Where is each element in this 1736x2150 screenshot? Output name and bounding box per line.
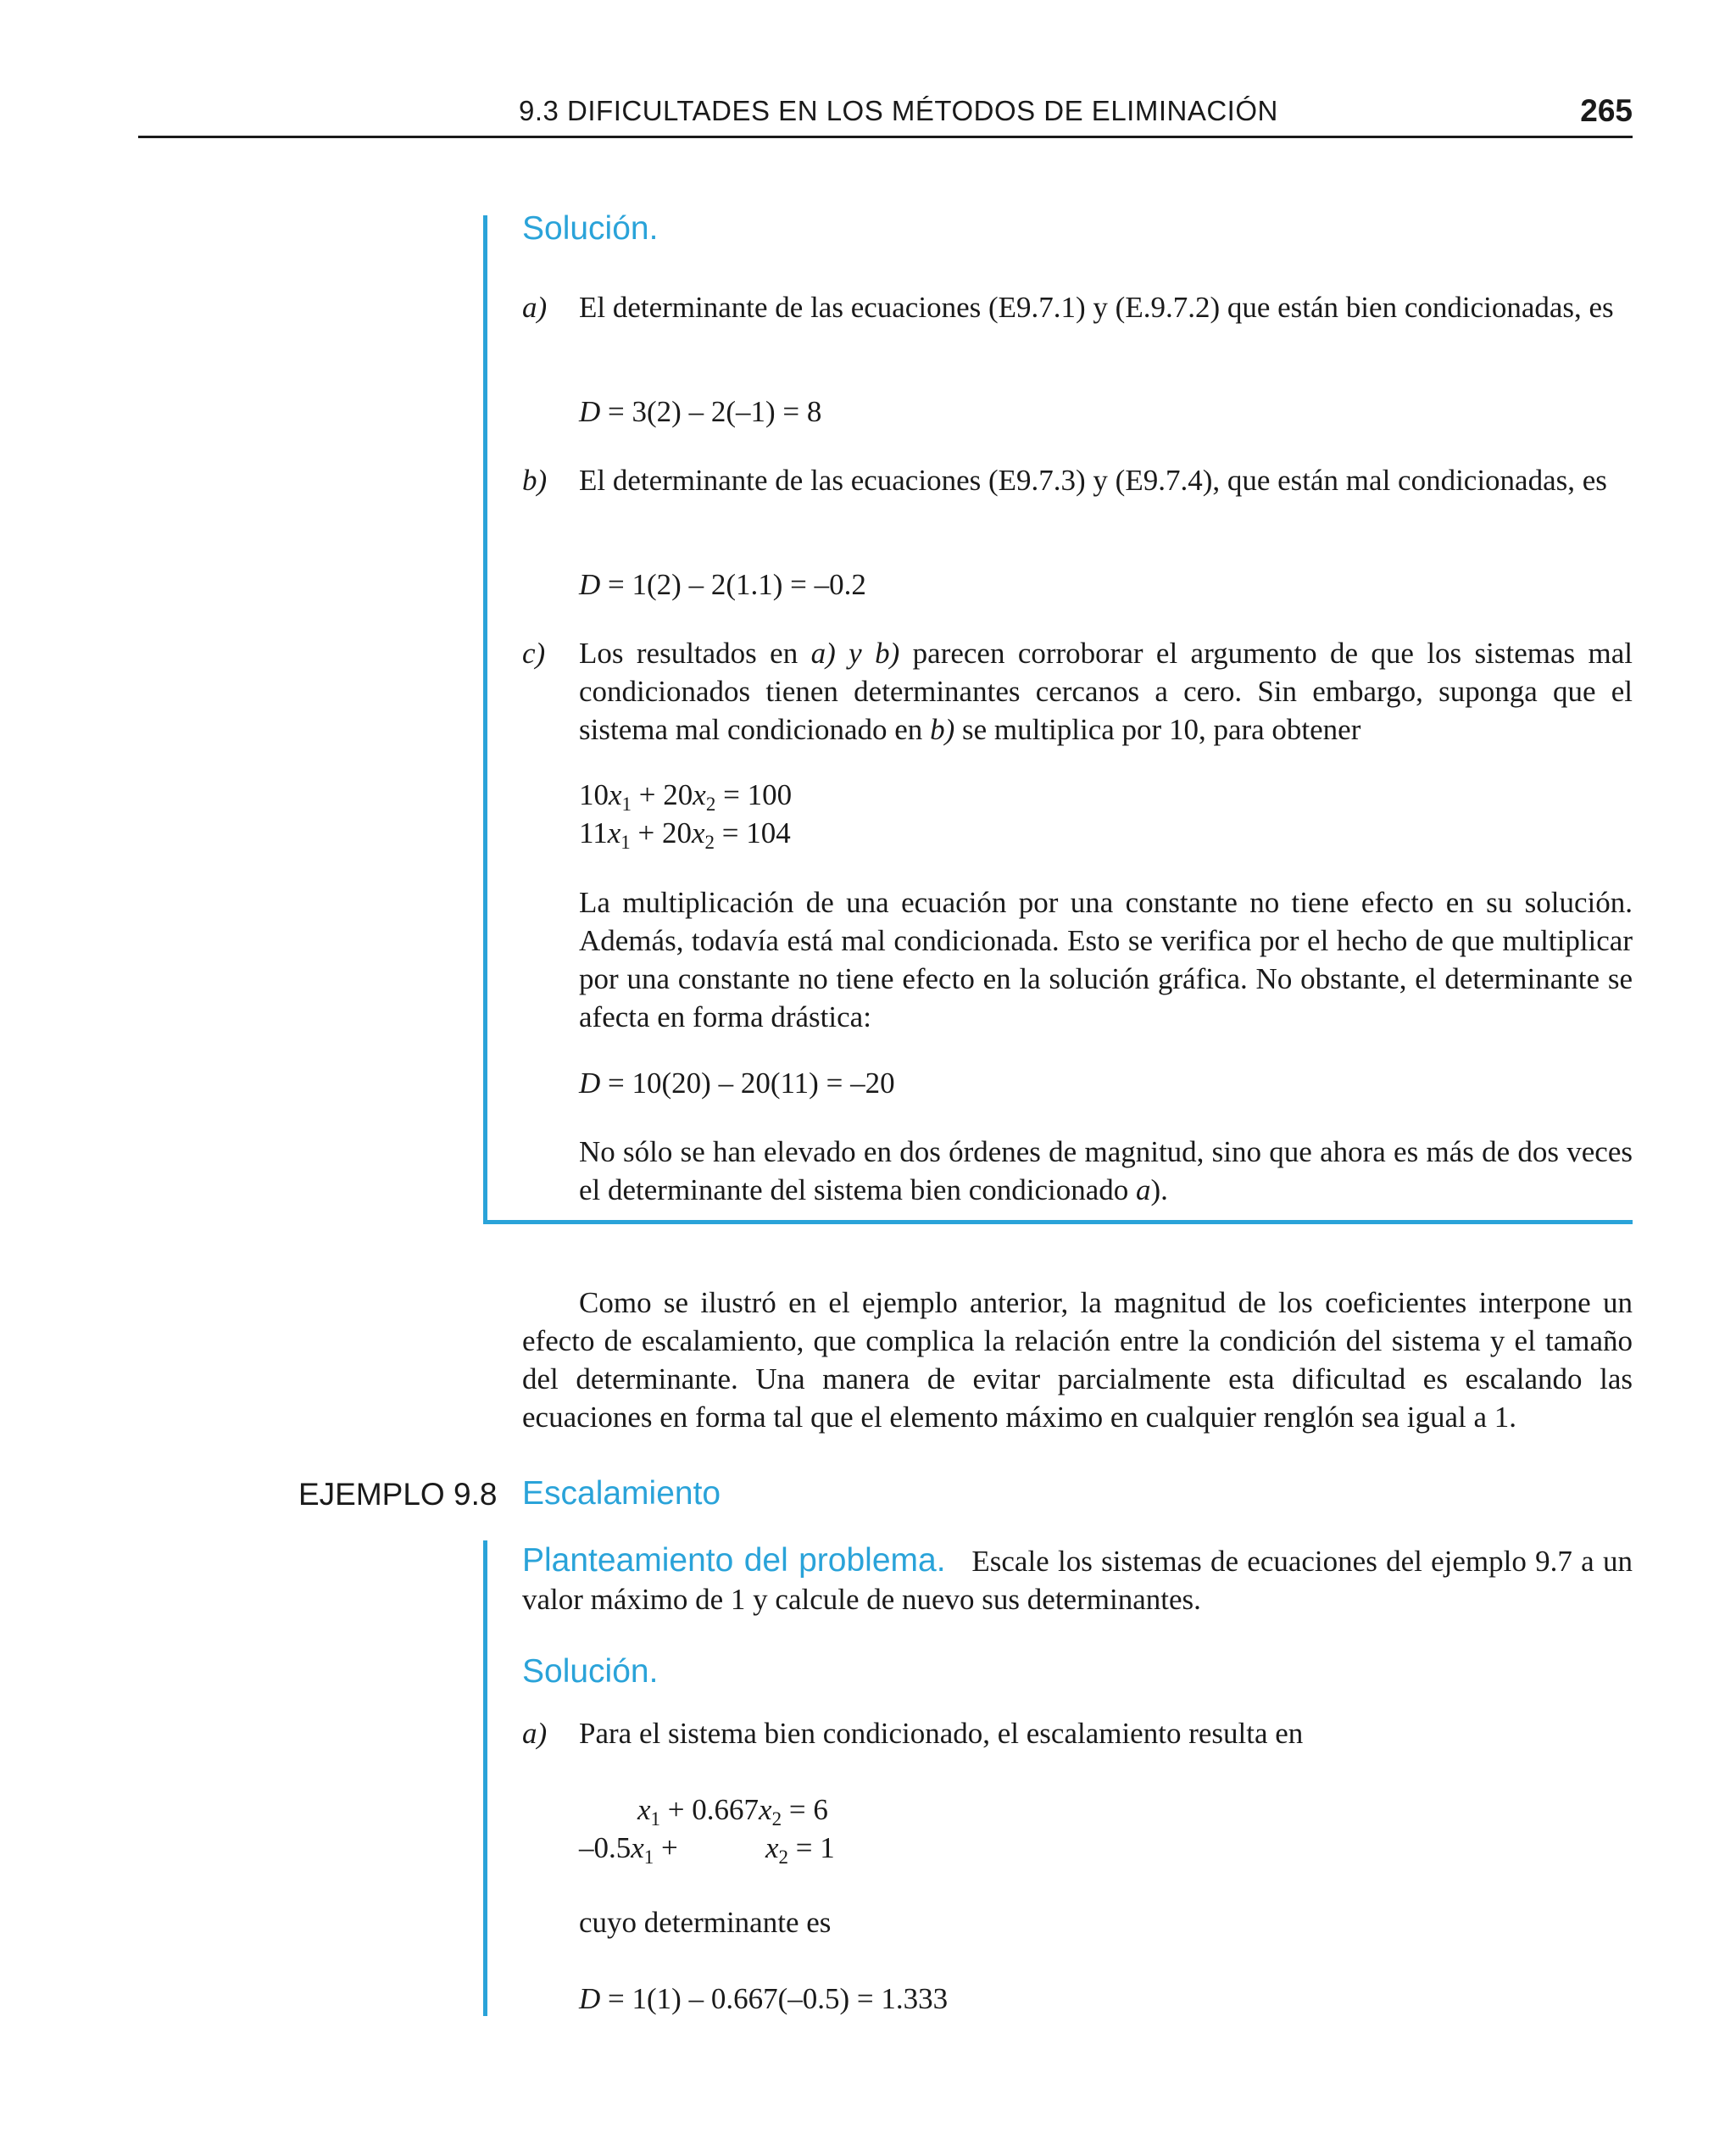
eq-c3-var: D bbox=[579, 1067, 601, 1100]
c-text-ref-a: a) bbox=[810, 637, 836, 670]
solution-box-bottom-bar bbox=[483, 1220, 1633, 1224]
eq-b-var: D bbox=[579, 568, 601, 601]
item-c-final bbox=[579, 1133, 1633, 1209]
header-rule bbox=[138, 136, 1633, 138]
equation-c3 bbox=[579, 1064, 895, 1102]
item-c-text bbox=[579, 634, 1633, 749]
eq-a-var: D bbox=[579, 395, 601, 428]
example-title: Escalamiento bbox=[522, 1475, 721, 1512]
c-final-text: No sólo se han elevado en dos órdenes de magnitud, sino que ahora es más de dos veces el determinante del sistema bien condicionado bbox=[579, 1135, 1633, 1206]
det-var: D bbox=[579, 1982, 601, 2015]
running-header-title: 9.3 DIFICULTADES EN LOS MÉTODOS DE ELIMINACIÓN bbox=[519, 95, 1278, 126]
example-item-a-text: Para el sistema bien condicionado, el escalamiento resulta en bbox=[579, 1717, 1304, 1750]
c-text-ref-b2: b) bbox=[930, 713, 955, 746]
scaled-equation-1: $x_1 + 0.667x_2 = 6$ bbox=[637, 1793, 828, 1830]
equation-c2: $11x_1 + 20x_2 = 104$ bbox=[579, 816, 791, 853]
item-c-label: c) bbox=[522, 637, 546, 670]
scaled-equation-2-rhs: $x_2 = 1$ bbox=[765, 1831, 835, 1868]
item-a-text: El determinante de las ecuaciones (E9.7.1) y (E.9.7.2) que están bien condicionadas, es bbox=[579, 291, 1614, 324]
equation-a bbox=[579, 393, 821, 431]
item-b-label: b) bbox=[522, 464, 548, 497]
body-paragraph: Como se ilustró en el ejemplo anterior, la magnitud de los coeficientes interpone un efecto de escalamiento, que complica la relación entre la condición del sistema y el tamaño del determinante. Una manera de evitar parcialmente esta dificultad es escalando las ecuaciones en forma tal que el elemento máximo en cualquier renglón sea igual a 1. bbox=[522, 1286, 1633, 1434]
example-box-left-bar bbox=[483, 1540, 487, 2016]
example-item-a-label: a) bbox=[522, 1717, 548, 1750]
problem-statement bbox=[522, 1541, 1633, 1618]
equation-c1: $10x_1 + 20x_2 = 100$ bbox=[579, 778, 793, 815]
example-solution-heading: Solución. bbox=[522, 1653, 659, 1690]
item-c-paragraph: La multiplicación de una ecuación por una constante no tiene efecto en su solución. Además, todavía está mal condicionada. Esto se verifica por el hecho de que multiplicar por una constante no tiene efecto en la solución gráfica. No obstante, el determinante se afecta en forma drástica: bbox=[579, 886, 1633, 1033]
problem-heading: Planteamiento del problema. bbox=[522, 1542, 946, 1579]
solution-box-left-bar bbox=[483, 215, 487, 1224]
scaled-equation-2: $-0.5x_1$ + bbox=[579, 1831, 678, 1868]
eq-a-rest: = 3(2) – 2(–1) = 8 bbox=[600, 395, 822, 428]
c-text-part: se multiplica por 10, para obtener bbox=[961, 713, 1361, 746]
c-text-part: Los resultados en bbox=[579, 637, 798, 670]
determinant-equation bbox=[579, 1980, 948, 2018]
solution-heading: Solución. bbox=[522, 210, 659, 247]
c-text-ref-b: b) bbox=[875, 637, 900, 670]
c-text-part: parecen corroborar el argumento de que los sistemas mal condicionados tienen determinantes cercanos a cero. Sin embargo, suponga que el sistema mal condicionado en bbox=[579, 637, 1633, 746]
example-label: EJEMPLO 9.8 bbox=[298, 1477, 498, 1512]
item-a-label: a) bbox=[522, 291, 548, 324]
c-text-conj: y bbox=[849, 637, 862, 670]
equation-b bbox=[579, 565, 866, 604]
det-rest: = 1(1) – 0.667(–0.5) = 1.333 bbox=[600, 1982, 949, 2015]
determinant-intro: cuyo determinante es bbox=[579, 1906, 832, 1939]
problem-text: Escale los sistemas de ecuaciones del ejemplo 9.7 a un valor máximo de 1 y calcule de nuevo sus determinantes. bbox=[522, 1545, 1633, 1616]
eq-b-rest: = 1(2) – 2(1.1) = –0.2 bbox=[600, 568, 866, 601]
c-final-ref: a bbox=[1136, 1173, 1151, 1206]
eq-c3-rest: = 10(20) – 20(11) = –20 bbox=[600, 1067, 895, 1100]
c-final-end: ). bbox=[1150, 1173, 1168, 1206]
page-number: 265 bbox=[1580, 93, 1633, 128]
item-b-text: El determinante de las ecuaciones (E9.7.3) y (E9.7.4), que están mal condicionadas, es bbox=[579, 464, 1607, 497]
